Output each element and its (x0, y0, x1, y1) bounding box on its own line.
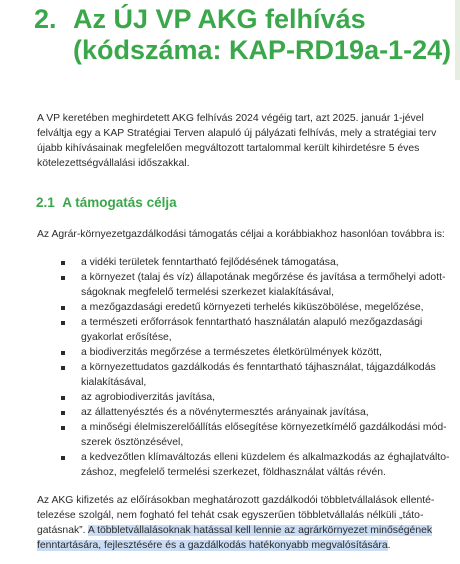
selected-text[interactable]: fenntartására, fejlesztésére és a gazdálkodás hatékonyabb megvalósítására (37, 540, 388, 551)
list-item: a vidéki területek fenntartható fejlődésének támogatása, (0, 255, 460, 270)
section-heading (36, 194, 177, 212)
intro-paragraph (37, 111, 447, 171)
goals-list (0, 255, 460, 480)
list-item: a környezet (talaj és víz) állapotának megőrzése és javítása a termőhelyi adott- ságoknak megfelelő termelési szerkezet kialakításával, (0, 270, 460, 300)
bullet-icon (61, 366, 65, 370)
list-item: a környezettudatos gazdálkodás és fenntartható tájhasználat, tájgazdálkodás kialakításával, (0, 360, 460, 390)
list-item: az állattenyésztés és a növénytermesztés arányainak javítása, (0, 405, 460, 420)
bullet-icon (61, 351, 65, 355)
closing-line: Az AKG kifizetés az előírásokban meghatározott gazdálkodói többletvállalások ellenté- (37, 495, 435, 506)
intro-line: felváltja egy a KAP Stratégiai Terven alapuló új pályázati felhívás, mely a stratégiai terv (37, 128, 437, 139)
chapter-title-line-1: Az ÚJ VP AKG felhívás (73, 4, 366, 34)
intro-line: A VP keretében meghirdetett AKG felhívás 2024 végéig tart, azt 2025. január 1-jével (37, 113, 424, 124)
intro-line: újabb kihívásainak megfelelően megváltozott tartalommal került kihirdetésre 5 éves (37, 143, 420, 154)
lead-text: Az Agrár-környezetgazdálkodási támogatás céljai a korábbiakhoz hasonlóan továbbra is: (37, 229, 445, 240)
bullet-icon (61, 261, 65, 265)
chapter-number: 2. (34, 4, 57, 34)
section-title: A támogatás célja (62, 195, 177, 210)
list-item: a természeti erőforrások fenntartható használatán alapuló mezőgazdasági gyakorlat erősítése, (0, 315, 460, 345)
selected-text[interactable]: A többletvállalásoknak hatással kell lennie az agrárkörnyezet minőségének (87, 525, 433, 536)
bullet-icon (61, 426, 65, 430)
list-item: az agrobiodiverzitás javítása, (0, 390, 460, 405)
bullet-icon (61, 306, 65, 310)
bullet-icon (61, 276, 65, 280)
list-item: a minőségi élelmiszerelőállítás elősegítése környezetkímélő gazdálkodási mód- szerek ösztönzésével, (0, 420, 460, 450)
intro-line: kötelezettségvállalási időszakkal. (37, 158, 190, 169)
chapter-heading (34, 4, 454, 66)
closing-paragraph (37, 493, 447, 553)
bullet-icon (61, 456, 65, 460)
chapter-title-line-2: (kódszáma: KAP-RD19a-1-24) (73, 35, 452, 65)
closing-line: telezése szolgál, nem fogható fel tehát csak egyszerűen többletvállalás nélküli „táto- (37, 510, 424, 521)
lead-paragraph (37, 227, 447, 242)
page-edge-bar (455, 0, 460, 80)
bullet-icon (61, 411, 65, 415)
bullet-icon (61, 396, 65, 400)
list-item: a mezőgazdasági eredetű környezeti terhelés kiküszöbölése, megelőzése, (0, 300, 460, 315)
section-number: 2.1 (36, 195, 55, 210)
closing-line: gatásnak”. A többletvállalásoknak hatással kell lennie az agrárkörnyezet minőségének (37, 525, 433, 536)
bullet-icon (61, 321, 65, 325)
list-item: a biodiverzitás megőrzése a természetes életkörülmények között, (0, 345, 460, 360)
closing-line: fenntartására, fejlesztésére és a gazdálkodás hatékonyabb megvalósítására. (37, 540, 391, 551)
list-item: a kedvezőtlen klímaváltozás elleni küzdelem és alkalmazkodás az éghajlatválto- záshoz, megfelelő termelési szerkezet, földhasználat váltás révén. (0, 450, 460, 480)
